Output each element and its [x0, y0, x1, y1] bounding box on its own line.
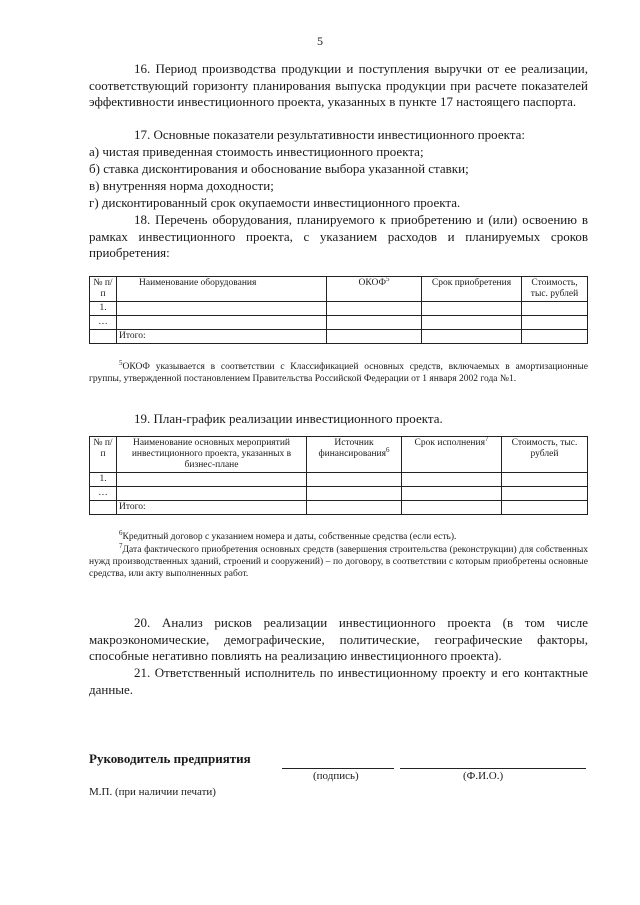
footnote-text: ОКОФ указывается в соответствии с Классификацией основных средств, включаемых в амортизационные группы, утвержденной постановлением Правительства Российской Федерации от 1 января 2002 года №1. [89, 362, 588, 384]
table-header: № п/п [90, 437, 117, 473]
term-label: Срок исполнения [414, 438, 485, 448]
equipment-table [89, 276, 588, 344]
signature-caption: (подпись) [313, 770, 359, 782]
name-line [400, 768, 586, 769]
schedule-table [89, 436, 588, 515]
table-total-label: Итого: [117, 330, 327, 344]
table-total-label: Итого: [117, 501, 307, 515]
page-number: 5 [317, 34, 323, 48]
table-row [90, 501, 588, 515]
paragraph-17-item: г) дисконтированный срок окупаемости инвестиционного проекта. [89, 195, 461, 210]
table-row [90, 316, 588, 330]
stamp-note: М.П. (при наличии печати) [89, 786, 216, 798]
paragraph-19: 19. План-график реализации инвестиционного проекта. [134, 411, 443, 426]
footnote-ref: 7 [119, 541, 123, 550]
table-cell: 1. [90, 473, 117, 487]
footnote-5 [89, 358, 588, 385]
table-row [90, 330, 588, 344]
table-header: № п/п [90, 277, 117, 302]
paragraph-16: 16. Период производства продукции и поступления выручки от ее реализации, соответствующий горизонту планирования выпуска продукции при расчете показателей эффективности инвестиционного проекта, указанных в пункте 17 настоящего паспорта. [89, 61, 588, 109]
table-row [90, 302, 588, 316]
signature-label: Руководитель предприятия [89, 751, 251, 766]
table-header: Стоимость, тыс. рублей [502, 437, 588, 473]
source-label: Источник финансирования [318, 438, 387, 459]
footnote-ref: 5 [385, 274, 390, 283]
table-cell: … [90, 487, 117, 501]
table-header: Наименование основных мероприятий инвестиционного проекта, указанных в бизнес-плане [117, 437, 307, 473]
paragraph-20: 20. Анализ рисков реализации инвестиционного проекта (в том числе макроэкономические, демографические, политические, географические факторы, способные негативно повлиять на реализацию инвестиционного проекта). [89, 615, 588, 663]
table-row [90, 473, 588, 487]
footnote-ref: 6 [119, 528, 123, 537]
paragraph-17-item: а) чистая приведенная стоимость инвестиционного проекта; [89, 144, 424, 159]
table-cell: 1. [90, 302, 117, 316]
footnote-ref: 5 [119, 358, 123, 367]
table-cell: … [90, 316, 117, 330]
footnote-ref: 6 [386, 445, 390, 454]
footnote-6 [89, 528, 588, 543]
okof-label: ОКОФ [358, 278, 386, 288]
paragraph-18: 18. Перечень оборудования, планируемого к приобретению и (или) освоению в рамках инвестиционного проекта, с указанием расходов и планируемых сроков приобретения: [89, 212, 588, 260]
table-header: Наименование оборудования [117, 277, 327, 302]
paragraph-17-item: в) внутренняя норма доходности; [89, 178, 274, 193]
table-header [327, 274, 422, 302]
name-caption: (Ф.И.О.) [463, 770, 504, 782]
paragraph-17-title: 17. Основные показатели результативности инвестиционного проекта: [134, 127, 525, 142]
signature-line [282, 768, 394, 769]
paragraph-21: 21. Ответственный исполнитель по инвестиционному проекту и его контактные данные. [89, 665, 588, 697]
paragraph-17-item: б) ставка дисконтирования и обоснование выбора указанной ставки; [89, 161, 469, 176]
table-header: Срок приобретения [422, 277, 522, 302]
footnote-text: Кредитный договор с указанием номера и даты, собственные средства (если есть). [122, 532, 457, 542]
table-header: Стоимость, тыс. рублей [522, 277, 588, 302]
footnote-ref: 7 [484, 434, 489, 443]
table-row [90, 487, 588, 501]
footnote-7 [89, 541, 588, 580]
table-header [307, 437, 402, 473]
footnote-text: Дата фактического приобретения основных средств (завершения строительства (реконструкции) для собственных нужд производственных зданий, строений и сооружений) – по договору, в соответствии с которым приобретены основные средства, или акту выполненных работ. [89, 545, 588, 579]
table-header [402, 434, 502, 473]
